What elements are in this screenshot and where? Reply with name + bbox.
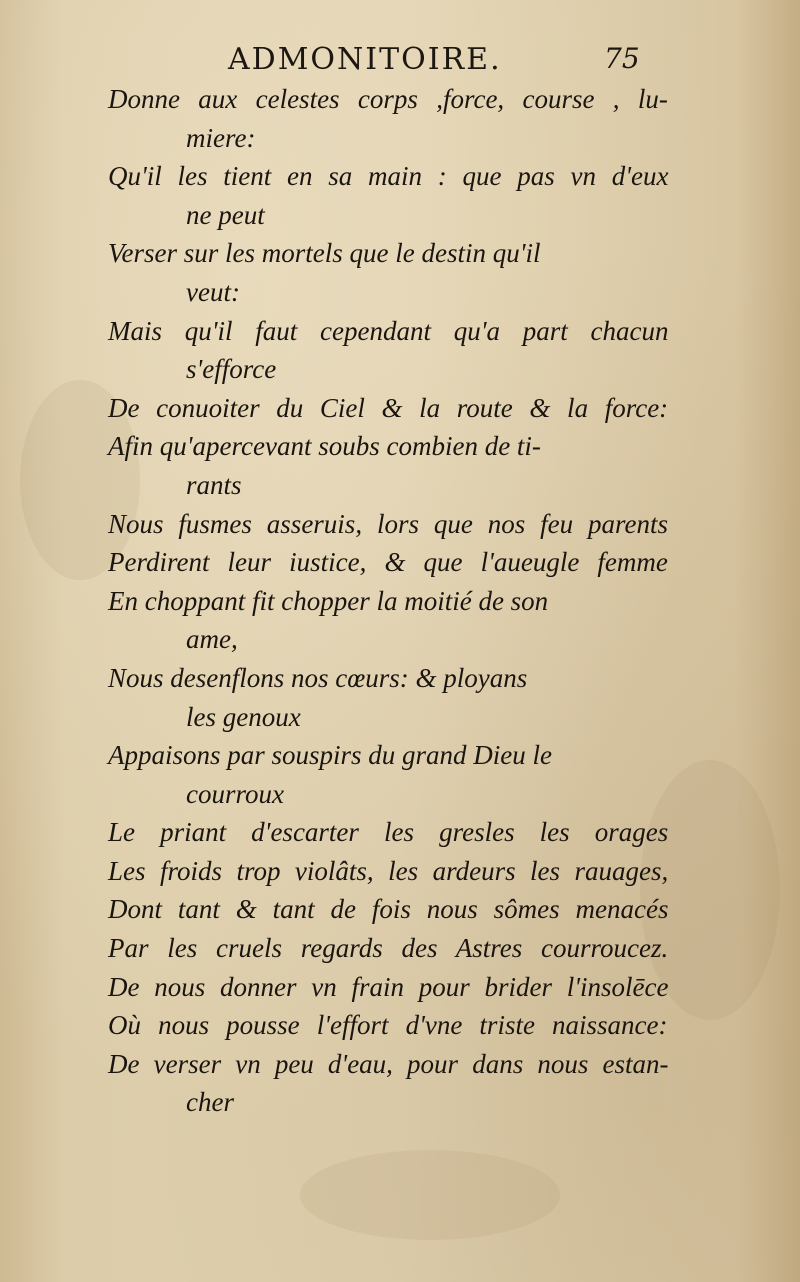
- verse-line: De nous donner vn frain pour brider l'insolēce: [108, 971, 669, 1002]
- running-head: ADMONITOIRE.: [228, 42, 502, 77]
- verse-line: Nous desenflons nos cœurs: & ployans: [108, 662, 528, 693]
- verse-line-continuation: courroux: [186, 778, 284, 809]
- verse-line: Le priant d'escarter les gresles les orages: [108, 817, 669, 848]
- verse-line: De verser vn peu d'eau, pour dans nous estan-: [108, 1048, 669, 1079]
- verse-line: En choppant fit chopper la moitié de son: [108, 585, 549, 616]
- verse-line-continuation: miere:: [186, 122, 256, 153]
- verse-line: Donne aux celestes corps ,force, course , lu-: [108, 84, 668, 114]
- page-header: [0, 42, 800, 82]
- verse-line: Par les cruels regards des Astres courroucez.: [108, 933, 669, 964]
- verse-line: Perdirent leur iustice, & que l'aueugle femme: [108, 547, 668, 578]
- verse-line: Verser sur les mortels que le destin qu'il: [108, 238, 541, 269]
- verse-text: [108, 80, 668, 1122]
- verse-line-continuation: s'efforce: [186, 354, 277, 385]
- verse-line: Qu'il les tient en sa main : que pas vn d'eux: [108, 161, 669, 192]
- verse-line: Nous fusmes asseruis, lors que nos feu parents: [108, 508, 669, 539]
- verse-line: Où nous pousse l'effort d'vne triste naissance:: [108, 1010, 668, 1041]
- verse-line: Appaisons par souspirs du grand Dieu le: [108, 740, 553, 771]
- paper-stain: [300, 1150, 560, 1240]
- verse-line-continuation: ame,: [186, 624, 238, 655]
- verse-line-continuation: les genoux: [186, 701, 301, 732]
- verse-line-continuation: veut:: [186, 276, 240, 307]
- verse-line: Les froids trop violâts, les ardeurs les rauages,: [108, 855, 669, 886]
- verse-line: De conuoiter du Ciel & la route & la force:: [108, 392, 669, 423]
- verse-line-continuation: ne peut: [186, 199, 265, 230]
- verse-line: Afin qu'apercevant soubs combien de ti-: [108, 431, 541, 462]
- page-number: 75: [604, 42, 640, 75]
- verse-line: Dont tant & tant de fois nous sômes menacés: [108, 894, 669, 925]
- verse-line-continuation: cher: [186, 1087, 234, 1118]
- verse-line-continuation: rants: [186, 469, 242, 500]
- verse-line: Mais qu'il faut cependant qu'a part chacun: [108, 315, 669, 346]
